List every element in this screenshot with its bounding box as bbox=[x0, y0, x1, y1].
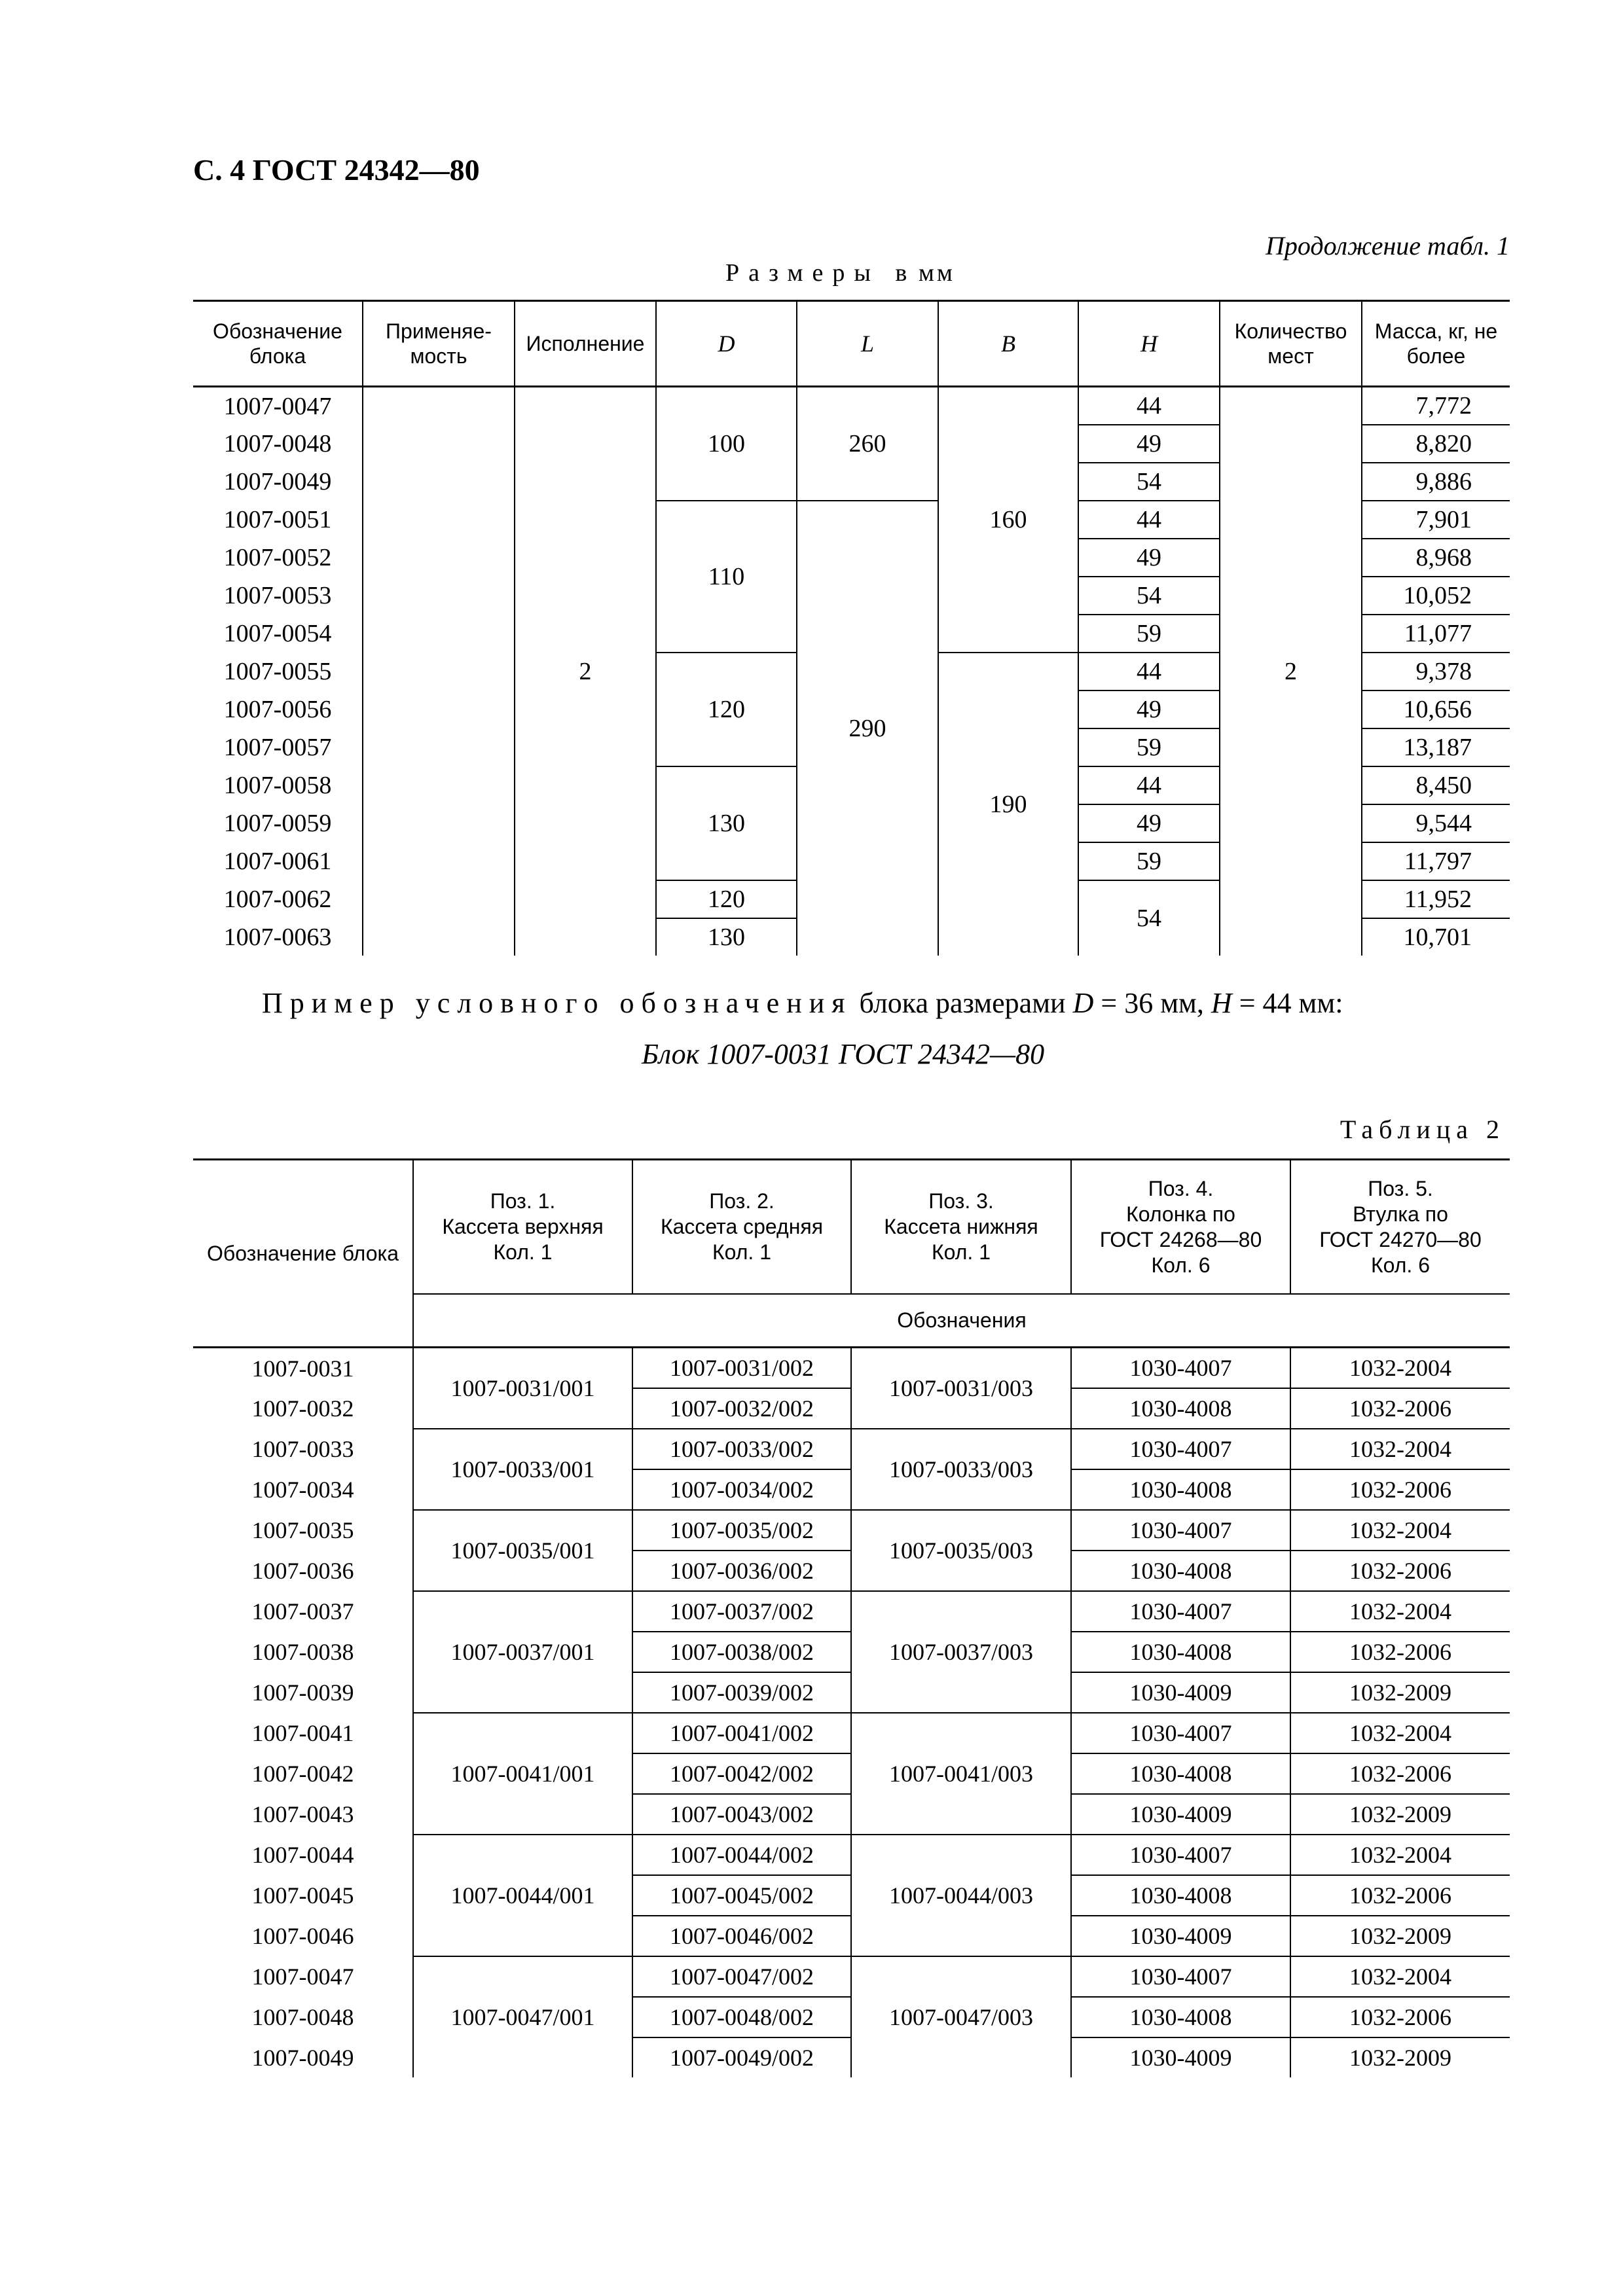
column-cell: 1030-4007 bbox=[1071, 1510, 1290, 1551]
designation-cell: 1007-0059 bbox=[223, 810, 332, 837]
designation-cell: 1007-0047 bbox=[223, 392, 332, 420]
middle-cassette-cell: 1007-0034/002 bbox=[632, 1469, 851, 1510]
table-row bbox=[193, 1348, 1510, 1389]
block-cell: 1007-0044 bbox=[251, 1842, 354, 1868]
upper-cassette-cell: 1007-0037/001 bbox=[413, 1591, 632, 1713]
mass-cell: 11,077 bbox=[1362, 615, 1510, 653]
header-d: D bbox=[656, 301, 797, 387]
h-cell: 54 bbox=[1078, 577, 1220, 615]
places-cell: 2 bbox=[1220, 387, 1362, 956]
upper-cassette-cell: 1007-0035/001 bbox=[413, 1510, 632, 1591]
header-line: Поз. 5. bbox=[1368, 1176, 1433, 1200]
applicability-cell bbox=[363, 387, 515, 956]
mass-cell: 8,450 bbox=[1362, 766, 1510, 804]
middle-cassette-cell: 1007-0047/002 bbox=[632, 1956, 851, 1997]
designation-cell: 1007-0054 bbox=[223, 620, 332, 647]
example-h-var: H bbox=[1211, 987, 1232, 1019]
mass-cell: 7,772 bbox=[1362, 387, 1510, 425]
l-cell: 290 bbox=[797, 501, 938, 956]
example-h-val: = 44 мм: bbox=[1231, 987, 1343, 1019]
upper-cassette-cell: 1007-0047/001 bbox=[413, 1956, 632, 2077]
sleeve-cell: 1032-2006 bbox=[1290, 1753, 1510, 1794]
middle-cassette-cell: 1007-0032/002 bbox=[632, 1388, 851, 1429]
header-b: B bbox=[938, 301, 1078, 387]
header-line: Поз. 2. bbox=[709, 1189, 775, 1213]
middle-cassette-cell: 1007-0042/002 bbox=[632, 1753, 851, 1794]
header-line: Кол. 1 bbox=[712, 1240, 771, 1264]
mass-cell: 8,820 bbox=[1362, 425, 1510, 463]
middle-cassette-cell: 1007-0041/002 bbox=[632, 1713, 851, 1753]
h-cell: 59 bbox=[1078, 728, 1220, 766]
mass-cell: 10,701 bbox=[1362, 918, 1510, 956]
designation-cell: 1007-0048 bbox=[223, 430, 332, 457]
block-cell: 1007-0034 bbox=[251, 1477, 354, 1503]
table-1-dimensions bbox=[193, 300, 1510, 956]
lower-cassette-cell: 1007-0044/003 bbox=[851, 1835, 1071, 1956]
lower-cassette-cell: 1007-0037/003 bbox=[851, 1591, 1071, 1713]
d-cell: 120 bbox=[656, 880, 797, 918]
header-h: H bbox=[1078, 301, 1220, 387]
sleeve-cell: 1032-2006 bbox=[1290, 1551, 1510, 1591]
table-row bbox=[193, 1591, 1510, 1632]
h-cell: 54 bbox=[1078, 880, 1220, 956]
designation-example bbox=[262, 986, 1343, 1020]
h-cell: 49 bbox=[1078, 691, 1220, 728]
dimensions-unit: в мм bbox=[895, 259, 955, 287]
h-cell: 49 bbox=[1078, 539, 1220, 577]
column-cell: 1030-4008 bbox=[1071, 1551, 1290, 1591]
column-cell: 1030-4009 bbox=[1071, 2037, 1290, 2077]
header-designation: Обозначение блока bbox=[193, 301, 363, 387]
column-cell: 1030-4007 bbox=[1071, 1429, 1290, 1469]
sleeve-cell: 1032-2006 bbox=[1290, 1388, 1510, 1429]
upper-cassette-cell: 1007-0031/001 bbox=[413, 1348, 632, 1429]
table-row bbox=[193, 1956, 1510, 1997]
table-2-caption: Таблица 2 bbox=[1340, 1115, 1505, 1144]
designation-cell: 1007-0057 bbox=[223, 734, 332, 761]
middle-cassette-cell: 1007-0048/002 bbox=[632, 1997, 851, 2037]
b-cell: 190 bbox=[938, 653, 1078, 956]
column-cell: 1030-4009 bbox=[1071, 1916, 1290, 1956]
h-cell: 59 bbox=[1078, 842, 1220, 880]
example-label: Пример условного обозначения bbox=[262, 987, 852, 1019]
header-line: Поз. 1. bbox=[490, 1189, 556, 1213]
mass-cell: 10,656 bbox=[1362, 691, 1510, 728]
d-cell: 130 bbox=[656, 766, 797, 880]
header-line: Кол. 6 bbox=[1371, 1253, 1430, 1277]
block-cell: 1007-0049 bbox=[251, 2044, 354, 2071]
block-cell: 1007-0048 bbox=[251, 2004, 354, 2030]
block-cell: 1007-0045 bbox=[251, 1882, 354, 1909]
header-pos-1 bbox=[413, 1160, 632, 1295]
designation-cell: 1007-0051 bbox=[223, 506, 332, 533]
header-designations: Обозначения bbox=[413, 1294, 1510, 1348]
column-cell: 1030-4009 bbox=[1071, 1794, 1290, 1835]
block-cell: 1007-0035 bbox=[251, 1517, 354, 1543]
page-header: С. 4 ГОСТ 24342—80 bbox=[193, 153, 480, 187]
middle-cassette-cell: 1007-0045/002 bbox=[632, 1875, 851, 1916]
column-cell: 1030-4007 bbox=[1071, 1835, 1290, 1875]
column-cell: 1030-4008 bbox=[1071, 1388, 1290, 1429]
block-cell: 1007-0037 bbox=[251, 1598, 354, 1624]
table-row bbox=[193, 387, 1510, 425]
lower-cassette-cell: 1007-0047/003 bbox=[851, 1956, 1071, 2077]
middle-cassette-cell: 1007-0036/002 bbox=[632, 1551, 851, 1591]
h-cell: 44 bbox=[1078, 653, 1220, 691]
sleeve-cell: 1032-2004 bbox=[1290, 1591, 1510, 1632]
column-cell: 1030-4009 bbox=[1071, 1672, 1290, 1713]
column-cell: 1030-4008 bbox=[1071, 1875, 1290, 1916]
sleeve-cell: 1032-2009 bbox=[1290, 1916, 1510, 1956]
mass-cell: 13,187 bbox=[1362, 728, 1510, 766]
column-cell: 1030-4007 bbox=[1071, 1956, 1290, 1997]
upper-cassette-cell: 1007-0041/001 bbox=[413, 1713, 632, 1835]
execution-cell: 2 bbox=[515, 387, 656, 956]
mass-cell: 9,378 bbox=[1362, 653, 1510, 691]
designation-cell: 1007-0056 bbox=[223, 696, 332, 723]
header-l: L bbox=[797, 301, 938, 387]
sleeve-cell: 1032-2006 bbox=[1290, 1469, 1510, 1510]
table-2-components bbox=[193, 1158, 1510, 2077]
mass-cell: 7,901 bbox=[1362, 501, 1510, 539]
block-cell: 1007-0039 bbox=[251, 1679, 354, 1706]
sleeve-cell: 1032-2006 bbox=[1290, 1875, 1510, 1916]
header-pos-5 bbox=[1290, 1160, 1510, 1295]
table-row bbox=[193, 1510, 1510, 1551]
sleeve-cell: 1032-2004 bbox=[1290, 1429, 1510, 1469]
mass-cell: 11,952 bbox=[1362, 880, 1510, 918]
lower-cassette-cell: 1007-0041/003 bbox=[851, 1713, 1071, 1835]
d-cell: 100 bbox=[656, 387, 797, 501]
header-block-designation: Обозначение блока bbox=[193, 1160, 413, 1348]
upper-cassette-cell: 1007-0044/001 bbox=[413, 1835, 632, 1956]
sleeve-cell: 1032-2004 bbox=[1290, 1835, 1510, 1875]
middle-cassette-cell: 1007-0035/002 bbox=[632, 1510, 851, 1551]
mass-cell: 10,052 bbox=[1362, 577, 1510, 615]
column-cell: 1030-4007 bbox=[1071, 1713, 1290, 1753]
column-cell: 1030-4008 bbox=[1071, 1469, 1290, 1510]
designation-cell: 1007-0058 bbox=[223, 772, 332, 799]
sleeve-cell: 1032-2009 bbox=[1290, 2037, 1510, 2077]
mass-cell: 9,886 bbox=[1362, 463, 1510, 501]
designation-cell: 1007-0063 bbox=[223, 923, 332, 951]
table-row bbox=[193, 1429, 1510, 1469]
table-continuation-label: Продолжение табл. 1 bbox=[1265, 231, 1510, 260]
header-pos-3 bbox=[851, 1160, 1071, 1295]
example-text: блока размерами bbox=[852, 987, 1073, 1019]
designation-cell: 1007-0062 bbox=[223, 886, 332, 913]
middle-cassette-cell: 1007-0049/002 bbox=[632, 2037, 851, 2077]
header-line: Кол. 1 bbox=[932, 1240, 991, 1264]
middle-cassette-cell: 1007-0046/002 bbox=[632, 1916, 851, 1956]
block-cell: 1007-0036 bbox=[251, 1558, 354, 1584]
block-cell: 1007-0046 bbox=[251, 1923, 354, 1949]
d-cell: 130 bbox=[656, 918, 797, 956]
designation-cell: 1007-0055 bbox=[223, 658, 332, 685]
header-applicability: Применяе-мость bbox=[363, 301, 515, 387]
sleeve-cell: 1032-2006 bbox=[1290, 1632, 1510, 1672]
b-cell: 160 bbox=[938, 387, 1078, 653]
column-cell: 1030-4008 bbox=[1071, 1632, 1290, 1672]
sleeve-cell: 1032-2004 bbox=[1290, 1348, 1510, 1389]
block-cell: 1007-0043 bbox=[251, 1801, 354, 1827]
header-line: ГОСТ 24270—80 bbox=[1319, 1227, 1482, 1251]
middle-cassette-cell: 1007-0031/002 bbox=[632, 1348, 851, 1389]
header-pos-2 bbox=[632, 1160, 851, 1295]
header-line: Поз. 3. bbox=[928, 1189, 994, 1213]
header-places: Количество мест bbox=[1220, 301, 1362, 387]
header-pos-4 bbox=[1071, 1160, 1290, 1295]
example-designation-code: Блок 1007-0031 ГОСТ 24342—80 bbox=[642, 1038, 1045, 1070]
block-cell: 1007-0032 bbox=[251, 1395, 354, 1422]
middle-cassette-cell: 1007-0038/002 bbox=[632, 1632, 851, 1672]
sleeve-cell: 1032-2009 bbox=[1290, 1794, 1510, 1835]
middle-cassette-cell: 1007-0039/002 bbox=[632, 1672, 851, 1713]
header-line: Колонка по bbox=[1126, 1202, 1235, 1226]
block-cell: 1007-0033 bbox=[251, 1436, 354, 1462]
column-cell: 1030-4007 bbox=[1071, 1591, 1290, 1632]
h-cell: 49 bbox=[1078, 804, 1220, 842]
sleeve-cell: 1032-2006 bbox=[1290, 1997, 1510, 2037]
block-cell: 1007-0042 bbox=[251, 1761, 354, 1787]
l-cell: 260 bbox=[797, 387, 938, 501]
h-cell: 59 bbox=[1078, 615, 1220, 653]
dimensions-label: Размеры bbox=[725, 259, 880, 287]
header-execution: Исполнение bbox=[515, 301, 656, 387]
header-line: Кол. 6 bbox=[1151, 1253, 1211, 1277]
block-cell: 1007-0031 bbox=[251, 1355, 354, 1382]
sleeve-cell: 1032-2004 bbox=[1290, 1956, 1510, 1997]
h-cell: 44 bbox=[1078, 387, 1220, 425]
dimensions-caption bbox=[725, 259, 955, 287]
header-line: Кассета нижняя bbox=[884, 1215, 1038, 1238]
d-cell: 120 bbox=[656, 653, 797, 766]
table-row bbox=[193, 1835, 1510, 1875]
middle-cassette-cell: 1007-0043/002 bbox=[632, 1794, 851, 1835]
block-cell: 1007-0047 bbox=[251, 1964, 354, 1990]
lower-cassette-cell: 1007-0035/003 bbox=[851, 1510, 1071, 1591]
mass-cell: 8,968 bbox=[1362, 539, 1510, 577]
header-line: Кассета средняя bbox=[660, 1215, 824, 1238]
lower-cassette-cell: 1007-0033/003 bbox=[851, 1429, 1071, 1510]
header-line: ГОСТ 24268—80 bbox=[1099, 1227, 1262, 1251]
block-cell: 1007-0041 bbox=[251, 1720, 354, 1746]
header-mass: Масса, кг, не более bbox=[1362, 301, 1510, 387]
designation-cell: 1007-0049 bbox=[223, 468, 332, 495]
h-cell: 44 bbox=[1078, 501, 1220, 539]
designation-cell: 1007-0053 bbox=[223, 582, 332, 609]
h-cell: 44 bbox=[1078, 766, 1220, 804]
example-d-var: D bbox=[1072, 987, 1094, 1019]
header-line: Кассета верхняя bbox=[442, 1215, 604, 1238]
sleeve-cell: 1032-2004 bbox=[1290, 1510, 1510, 1551]
middle-cassette-cell: 1007-0033/002 bbox=[632, 1429, 851, 1469]
sleeve-cell: 1032-2004 bbox=[1290, 1713, 1510, 1753]
column-cell: 1030-4008 bbox=[1071, 1753, 1290, 1794]
header-line: Втулка по bbox=[1353, 1202, 1448, 1226]
designation-cell: 1007-0061 bbox=[223, 848, 332, 875]
header-line: Поз. 4. bbox=[1148, 1176, 1214, 1200]
upper-cassette-cell: 1007-0033/001 bbox=[413, 1429, 632, 1510]
mass-cell: 11,797 bbox=[1362, 842, 1510, 880]
d-cell: 110 bbox=[656, 501, 797, 653]
mass-cell: 9,544 bbox=[1362, 804, 1510, 842]
header-line: Кол. 1 bbox=[493, 1240, 553, 1264]
column-cell: 1030-4008 bbox=[1071, 1997, 1290, 2037]
middle-cassette-cell: 1007-0037/002 bbox=[632, 1591, 851, 1632]
example-d-val: = 36 мм, bbox=[1093, 987, 1211, 1019]
block-cell: 1007-0038 bbox=[251, 1639, 354, 1665]
h-cell: 54 bbox=[1078, 463, 1220, 501]
sleeve-cell: 1032-2009 bbox=[1290, 1672, 1510, 1713]
column-cell: 1030-4007 bbox=[1071, 1348, 1290, 1389]
h-cell: 49 bbox=[1078, 425, 1220, 463]
designation-cell: 1007-0052 bbox=[223, 544, 332, 571]
middle-cassette-cell: 1007-0044/002 bbox=[632, 1835, 851, 1875]
lower-cassette-cell: 1007-0031/003 bbox=[851, 1348, 1071, 1429]
table-row bbox=[193, 1713, 1510, 1753]
